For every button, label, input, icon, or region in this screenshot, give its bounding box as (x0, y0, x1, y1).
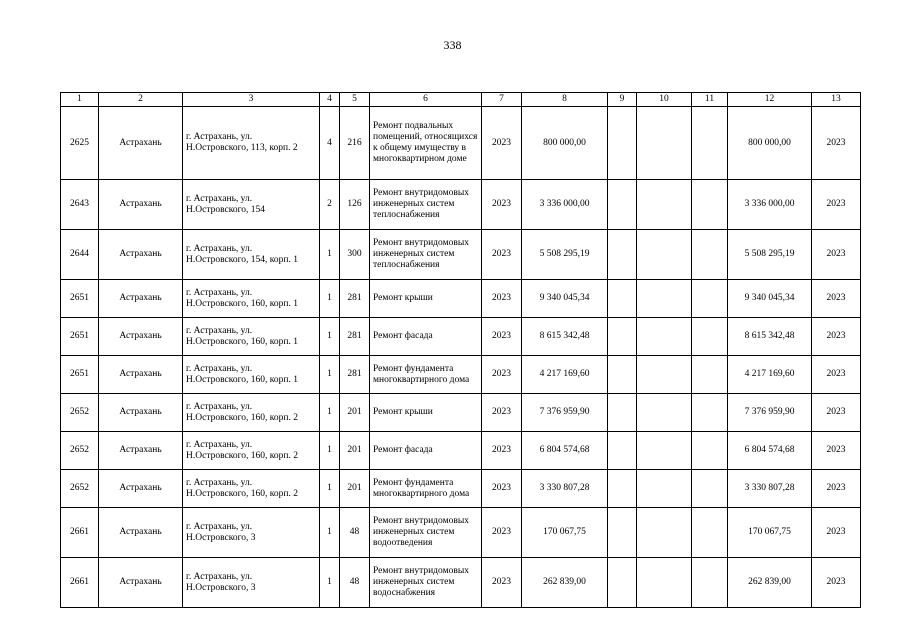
cell-col-9 (608, 470, 637, 508)
cell-col-11 (692, 508, 728, 558)
cell-col-10 (637, 180, 692, 230)
cell-year: 2023 (482, 107, 522, 180)
cell-col-9 (608, 394, 637, 432)
cell-row-id: 2661 (61, 558, 99, 608)
cell-year: 2023 (482, 318, 522, 356)
cell-row-id: 2651 (61, 318, 99, 356)
cell-floors: 1 (320, 356, 340, 394)
cell-amount: 170 067,75 (522, 508, 608, 558)
column-header: 3 (183, 93, 320, 107)
column-header: 2 (99, 93, 183, 107)
cell-address: г. Астрахань, ул. Н.Островского, 160, корп. 1 (183, 356, 320, 394)
cell-col-11 (692, 230, 728, 280)
cell-work-type: Ремонт крыши (370, 394, 482, 432)
cell-col-11 (692, 318, 728, 356)
cell-row-id: 2652 (61, 432, 99, 470)
repair-registry-table (60, 92, 861, 608)
cell-col-9 (608, 356, 637, 394)
cell-work-type: Ремонт фундамента многоквартирного дома (370, 356, 482, 394)
cell-total: 262 839,00 (728, 558, 812, 608)
cell-year-completion: 2023 (812, 508, 861, 558)
cell-units: 126 (340, 180, 370, 230)
cell-units: 48 (340, 558, 370, 608)
cell-row-id: 2625 (61, 107, 99, 180)
cell-year-completion: 2023 (812, 432, 861, 470)
cell-units: 281 (340, 356, 370, 394)
cell-work-type: Ремонт внутридомовых инженерных систем теплоснабжения (370, 180, 482, 230)
cell-col-10 (637, 558, 692, 608)
cell-work-type: Ремонт фундамента многоквартирного дома (370, 470, 482, 508)
cell-units: 216 (340, 107, 370, 180)
cell-amount: 262 839,00 (522, 558, 608, 608)
cell-col-9 (608, 432, 637, 470)
cell-city: Астрахань (99, 318, 183, 356)
cell-amount: 9 340 045,34 (522, 280, 608, 318)
table-row (61, 107, 861, 180)
cell-city: Астрахань (99, 180, 183, 230)
cell-amount: 5 508 295,19 (522, 230, 608, 280)
cell-total: 170 067,75 (728, 508, 812, 558)
cell-amount: 800 000,00 (522, 107, 608, 180)
cell-col-10 (637, 107, 692, 180)
cell-year-completion: 2023 (812, 280, 861, 318)
cell-col-11 (692, 432, 728, 470)
cell-col-10 (637, 432, 692, 470)
page-number: 338 (443, 38, 462, 52)
cell-amount: 3 330 807,28 (522, 470, 608, 508)
cell-col-9 (608, 558, 637, 608)
cell-total: 3 336 000,00 (728, 180, 812, 230)
cell-year: 2023 (482, 558, 522, 608)
cell-year: 2023 (482, 356, 522, 394)
column-header: 1 (61, 93, 99, 107)
cell-year: 2023 (482, 180, 522, 230)
cell-units: 201 (340, 470, 370, 508)
cell-total: 8 615 342,48 (728, 318, 812, 356)
cell-city: Астрахань (99, 558, 183, 608)
cell-units: 48 (340, 508, 370, 558)
cell-city: Астрахань (99, 280, 183, 318)
cell-col-9 (608, 180, 637, 230)
cell-city: Астрахань (99, 508, 183, 558)
table-row (61, 356, 861, 394)
cell-row-id: 2652 (61, 394, 99, 432)
cell-units: 201 (340, 394, 370, 432)
cell-units: 281 (340, 318, 370, 356)
cell-total: 5 508 295,19 (728, 230, 812, 280)
cell-floors: 4 (320, 107, 340, 180)
cell-year-completion: 2023 (812, 470, 861, 508)
cell-year-completion: 2023 (812, 394, 861, 432)
cell-floors: 1 (320, 318, 340, 356)
cell-col-10 (637, 356, 692, 394)
cell-row-id: 2643 (61, 180, 99, 230)
cell-amount: 8 615 342,48 (522, 318, 608, 356)
column-header: 8 (522, 93, 608, 107)
column-header: 12 (728, 93, 812, 107)
cell-city: Астрахань (99, 432, 183, 470)
cell-address: г. Астрахань, ул. Н.Островского, 160, корп. 2 (183, 394, 320, 432)
cell-city: Астрахань (99, 356, 183, 394)
cell-year-completion: 2023 (812, 356, 861, 394)
column-header: 13 (812, 93, 861, 107)
table-row (61, 508, 861, 558)
table-row (61, 432, 861, 470)
cell-col-11 (692, 180, 728, 230)
cell-col-11 (692, 107, 728, 180)
cell-city: Астрахань (99, 394, 183, 432)
cell-col-11 (692, 558, 728, 608)
cell-total: 4 217 169,60 (728, 356, 812, 394)
cell-row-id: 2651 (61, 280, 99, 318)
cell-year-completion: 2023 (812, 230, 861, 280)
cell-work-type: Ремонт фасада (370, 318, 482, 356)
cell-col-9 (608, 280, 637, 318)
column-header: 6 (370, 93, 482, 107)
cell-amount: 3 336 000,00 (522, 180, 608, 230)
cell-city: Астрахань (99, 470, 183, 508)
cell-row-id: 2644 (61, 230, 99, 280)
cell-col-9 (608, 318, 637, 356)
column-header: 9 (608, 93, 637, 107)
cell-year-completion: 2023 (812, 107, 861, 180)
cell-col-10 (637, 470, 692, 508)
cell-year-completion: 2023 (812, 318, 861, 356)
cell-col-11 (692, 470, 728, 508)
cell-total: 9 340 045,34 (728, 280, 812, 318)
cell-address: г. Астрахань, ул. Н.Островского, 160, корп. 2 (183, 470, 320, 508)
cell-floors: 1 (320, 280, 340, 318)
cell-units: 281 (340, 280, 370, 318)
cell-col-9 (608, 508, 637, 558)
column-header: 11 (692, 93, 728, 107)
cell-row-id: 2652 (61, 470, 99, 508)
cell-units: 300 (340, 230, 370, 280)
cell-address: г. Астрахань, ул. Н.Островского, 3 (183, 558, 320, 608)
column-header: 5 (340, 93, 370, 107)
table-row (61, 230, 861, 280)
cell-work-type: Ремонт внутридомовых инженерных систем водоотведения (370, 508, 482, 558)
cell-floors: 1 (320, 432, 340, 470)
cell-city: Астрахань (99, 107, 183, 180)
cell-col-11 (692, 280, 728, 318)
header-row (61, 93, 861, 107)
cell-address: г. Астрахань, ул. Н.Островского, 160, корп. 2 (183, 432, 320, 470)
cell-year-completion: 2023 (812, 558, 861, 608)
cell-col-10 (637, 508, 692, 558)
cell-floors: 1 (320, 508, 340, 558)
cell-work-type: Ремонт внутридомовых инженерных систем водоснабжения (370, 558, 482, 608)
cell-row-id: 2651 (61, 356, 99, 394)
cell-col-10 (637, 280, 692, 318)
cell-year: 2023 (482, 470, 522, 508)
cell-amount: 4 217 169,60 (522, 356, 608, 394)
cell-row-id: 2661 (61, 508, 99, 558)
cell-total: 800 000,00 (728, 107, 812, 180)
cell-col-11 (692, 394, 728, 432)
cell-address: г. Астрахань, ул. Н.Островского, 3 (183, 508, 320, 558)
cell-year: 2023 (482, 230, 522, 280)
cell-work-type: Ремонт подвальных помещений, относящихся к общему имуществу в многоквартирном доме (370, 107, 482, 180)
cell-work-type: Ремонт фасада (370, 432, 482, 470)
table-row (61, 470, 861, 508)
cell-total: 3 330 807,28 (728, 470, 812, 508)
cell-address: г. Астрахань, ул. Н.Островского, 113, корп. 2 (183, 107, 320, 180)
cell-col-10 (637, 230, 692, 280)
cell-year: 2023 (482, 394, 522, 432)
table-row (61, 394, 861, 432)
cell-total: 6 804 574,68 (728, 432, 812, 470)
cell-year-completion: 2023 (812, 180, 861, 230)
cell-units: 201 (340, 432, 370, 470)
cell-year: 2023 (482, 280, 522, 318)
cell-col-9 (608, 107, 637, 180)
cell-floors: 1 (320, 230, 340, 280)
cell-work-type: Ремонт крыши (370, 280, 482, 318)
cell-city: Астрахань (99, 230, 183, 280)
table-row (61, 180, 861, 230)
cell-address: г. Астрахань, ул. Н.Островского, 154 (183, 180, 320, 230)
cell-col-11 (692, 356, 728, 394)
cell-col-9 (608, 230, 637, 280)
cell-address: г. Астрахань, ул. Н.Островского, 160, корп. 1 (183, 280, 320, 318)
cell-work-type: Ремонт внутридомовых инженерных систем теплоснабжения (370, 230, 482, 280)
column-header: 4 (320, 93, 340, 107)
cell-col-10 (637, 394, 692, 432)
cell-floors: 1 (320, 558, 340, 608)
cell-total: 7 376 959,90 (728, 394, 812, 432)
cell-amount: 7 376 959,90 (522, 394, 608, 432)
cell-amount: 6 804 574,68 (522, 432, 608, 470)
table-body (61, 107, 861, 608)
cell-year: 2023 (482, 432, 522, 470)
table-row (61, 558, 861, 608)
cell-floors: 1 (320, 470, 340, 508)
column-header: 7 (482, 93, 522, 107)
cell-floors: 1 (320, 394, 340, 432)
cell-floors: 2 (320, 180, 340, 230)
cell-address: г. Астрахань, ул. Н.Островского, 160, корп. 1 (183, 318, 320, 356)
table-row (61, 280, 861, 318)
cell-address: г. Астрахань, ул. Н.Островского, 154, корп. 1 (183, 230, 320, 280)
cell-year: 2023 (482, 508, 522, 558)
cell-col-10 (637, 318, 692, 356)
column-header: 10 (637, 93, 692, 107)
table-row (61, 318, 861, 356)
